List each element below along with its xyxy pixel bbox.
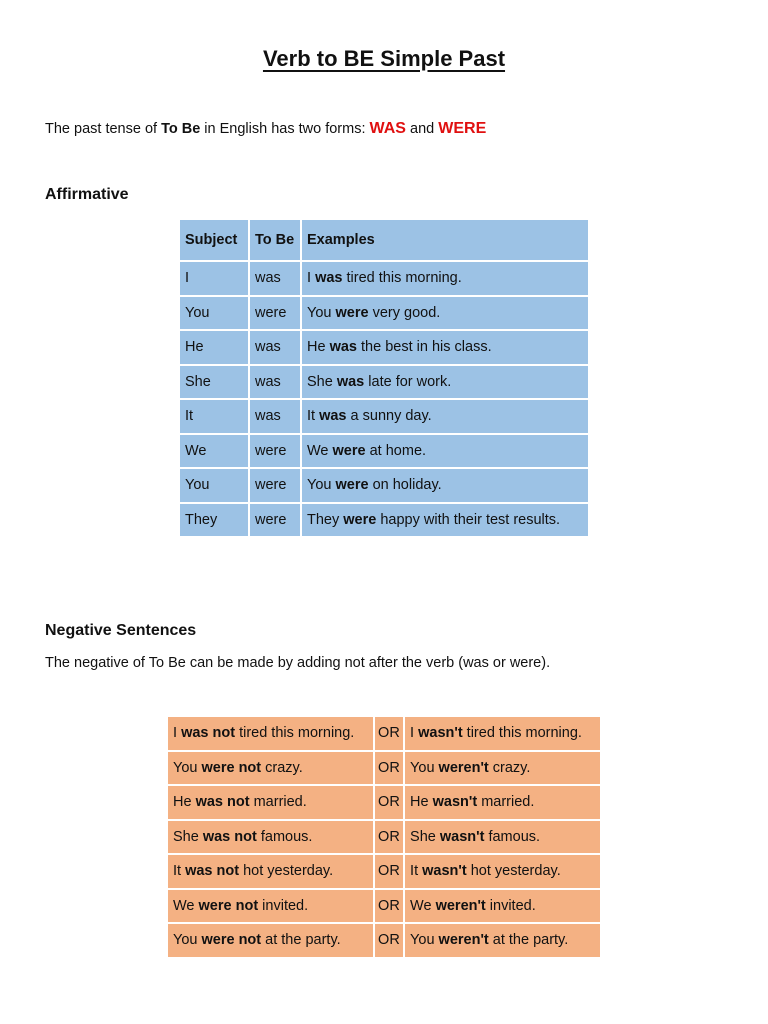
example-cell [301,261,589,296]
subject-cell: We [179,434,249,469]
subject-cell: You [179,296,249,331]
sentence-text: at the party. [488,932,569,949]
sentence-text: You [173,932,202,949]
or-cell: OR [374,785,404,820]
sentence-verb: were not [201,932,262,949]
sentence-text: We [410,897,436,914]
verb-cell: was [249,399,301,434]
subject-cell: He [179,330,249,365]
example-text: the best in his class. [357,339,492,356]
sentence-verb: wasn't [418,725,463,742]
sentence-text: invited. [485,897,536,914]
subject-cell: She [179,365,249,400]
verb-cell: were [249,468,301,503]
sentence-verb: was not [195,794,250,811]
or-cell: OR [374,716,404,751]
short-form-cell [404,785,601,820]
intro-text-part: and [405,121,439,137]
table-row [167,923,601,958]
full-form-cell [167,820,374,855]
sentence-verb: was not [185,863,240,880]
sentence-text: You [173,759,202,776]
sentence-text: You [410,759,439,776]
sentence-text: hot yesterday. [466,863,561,880]
sentence-text: It [410,863,423,880]
affirmative-heading: Affirmative [45,186,129,203]
short-form-cell [404,751,601,786]
full-form-cell [167,716,374,751]
full-form-cell [167,751,374,786]
sentence-text: married. [249,794,307,811]
table-row [179,434,589,469]
short-form-cell [404,923,601,958]
short-form-cell [404,716,601,751]
sentence-text: I [173,725,182,742]
or-cell: OR [374,854,404,889]
example-text: You [307,304,336,321]
example-verb: was [336,373,365,390]
example-cell [301,399,589,434]
or-cell: OR [374,923,404,958]
table-row [167,854,601,889]
full-form-cell [167,923,374,958]
intro-text-part: The past tense of [45,121,162,137]
verb-cell: were [249,503,301,538]
example-text: He [307,339,330,356]
full-form-cell [167,889,374,924]
sentence-verb: weren't [435,897,486,914]
example-cell [301,503,589,538]
example-verb: was [319,408,347,425]
example-text: tired this morning. [342,270,462,287]
sentence-text: tired this morning. [462,725,582,742]
sentence-verb: was not [181,725,236,742]
negative-table [166,715,602,959]
sentence-text: famous. [484,828,541,845]
sentence-text: He [173,794,196,811]
sentence-text: I [410,725,419,742]
short-form-cell [404,820,601,855]
verb-cell: was [249,365,301,400]
sentence-text: tired this morning. [235,725,355,742]
sentence-verb: weren't [438,932,489,949]
example-text: very good. [368,304,441,321]
example-text: You [307,477,336,494]
column-header-examples: Examples [301,219,589,261]
sentence-text: It [173,863,186,880]
sentence-verb: wasn't [432,794,478,811]
example-cell [301,434,589,469]
sentence-verb: wasn't [439,828,485,845]
example-cell [301,296,589,331]
example-verb: was [329,339,357,356]
table-header-row [179,219,589,261]
column-header-tobe: To Be [249,219,301,261]
sentence-text: She [410,828,440,845]
short-form-cell [404,889,601,924]
example-verb: were [335,304,369,321]
verb-cell: were [249,434,301,469]
table-row [167,820,601,855]
example-verb: was [315,270,343,287]
sentence-text: married. [477,794,535,811]
sentence-text: invited. [258,897,309,914]
example-text: late for work. [364,373,452,390]
example-verb: were [343,511,377,528]
subject-cell: I [179,261,249,296]
or-cell: OR [374,889,404,924]
intro-were: WERE [438,120,487,137]
intro-was: WAS [369,120,406,137]
intro-tobe: To Be [161,121,201,137]
example-text: They [307,511,344,528]
sentence-text: crazy. [488,759,531,776]
table-row [167,751,601,786]
verb-cell: was [249,330,301,365]
table-row [167,716,601,751]
page-title: Verb to BE Simple Past [262,46,506,71]
table-row [179,399,589,434]
sentence-text: You [410,932,439,949]
sentence-text: at the party. [261,932,341,949]
example-verb: were [335,477,369,494]
table-row [179,261,589,296]
table-row [179,365,589,400]
sentence-verb: were not [201,759,262,776]
subject-cell: They [179,503,249,538]
full-form-cell [167,854,374,889]
example-text: a sunny day. [346,408,432,425]
subject-cell: It [179,399,249,434]
column-header-subject: Subject [179,219,249,261]
sentence-text: crazy. [261,759,303,776]
full-form-cell [167,785,374,820]
example-verb: were [332,442,366,459]
example-text: on holiday. [368,477,442,494]
example-cell [301,468,589,503]
table-row [167,785,601,820]
sentence-verb: weren't [438,759,489,776]
sentence-text: We [173,897,199,914]
example-text: She [307,373,337,390]
sentence-verb: were not [198,897,259,914]
table-row [179,503,589,538]
example-cell [301,365,589,400]
example-text: happy with their test results. [376,511,561,528]
table-row [179,468,589,503]
sentence-text: famous. [256,828,313,845]
verb-cell: was [249,261,301,296]
table-row [167,889,601,924]
intro-text-part: in English has two forms: [200,121,370,137]
example-text: It [307,408,320,425]
table-row [179,296,589,331]
table-row [179,330,589,365]
short-form-cell [404,854,601,889]
or-cell: OR [374,751,404,786]
affirmative-table [178,218,590,538]
example-text: We [307,442,333,459]
sentence-text: hot yesterday. [239,863,334,880]
verb-cell: were [249,296,301,331]
intro-text [45,120,486,138]
or-cell: OR [374,820,404,855]
example-cell [301,330,589,365]
sentence-text: He [410,794,433,811]
negative-heading: Negative Sentences [45,622,197,639]
example-text: at home. [365,442,427,459]
sentence-text: She [173,828,203,845]
subject-cell: You [179,468,249,503]
negative-intro: The negative of To Be can be made by adding not after the verb (was or were). [45,655,551,671]
sentence-verb: was not [202,828,257,845]
sentence-verb: wasn't [422,863,467,880]
example-text: I [307,270,316,287]
